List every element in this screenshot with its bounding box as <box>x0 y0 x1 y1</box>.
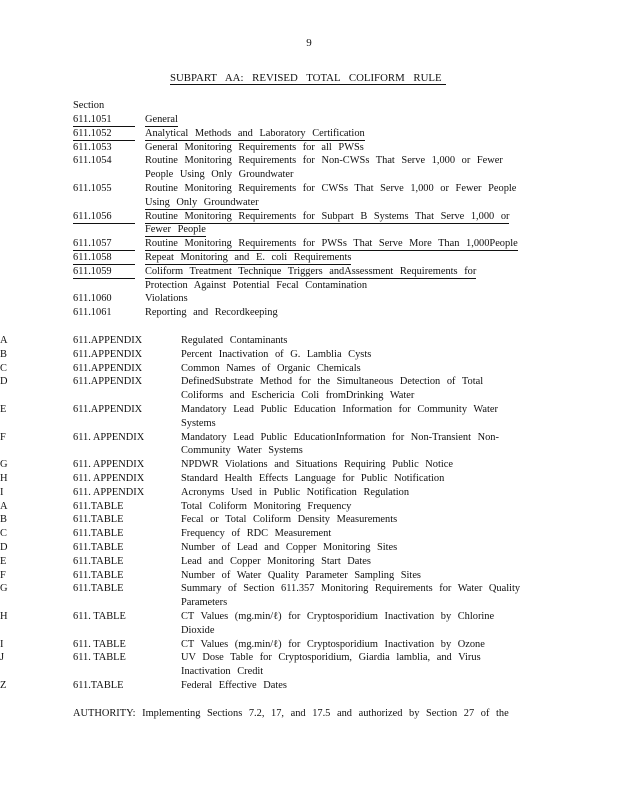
section-number: 611.1059 <box>73 266 135 279</box>
section-title[interactable]: General <box>145 114 178 125</box>
appendix-letter: E <box>0 404 7 415</box>
section-number: 611.1054 <box>73 155 112 167</box>
appendix-letter: E <box>0 555 7 567</box>
appendix-title[interactable]: Standard Health Effects Language for Public Notification <box>181 473 445 484</box>
appendix-title[interactable]: Parameters <box>181 597 228 609</box>
appendix-label: 611.TABLE <box>73 542 124 553</box>
appendix-letter: A <box>0 335 8 346</box>
section-title[interactable]: Routine Monitoring Requirements for CWSs That Serve 1,000 or Fewer People <box>145 183 517 194</box>
section-title[interactable]: Protection Against Potential Fecal Contamination <box>145 279 368 291</box>
appendix-label: 611. APPENDIX <box>73 473 145 484</box>
section-header: Section <box>73 100 105 111</box>
section-number: 611.1060 <box>73 293 112 305</box>
section-number: 611.1051 <box>73 114 135 127</box>
appendix-letter: D <box>0 376 8 388</box>
subpart-title: SUBPART AA: REVISED TOTAL COLIFORM RULE <box>170 72 446 85</box>
appendix-title[interactable]: Mandatory Lead Public Education Information for Community Water <box>181 404 498 415</box>
appendix-title[interactable]: CT Values (mg.min/ℓ) for Cryptosporidium Inactivation by Chlorine <box>181 611 495 622</box>
section-number: 611.1055 <box>73 183 112 194</box>
appendix-title[interactable]: Systems <box>181 417 216 429</box>
appendix-title[interactable]: UV Dose Table for Cryptosporidium, Giardia lamblia, and Virus <box>181 652 481 664</box>
appendix-label: 611.TABLE <box>73 569 124 581</box>
section-title[interactable]: Routine Monitoring Requirements for PWSs That Serve More Than 1,000People <box>145 238 518 250</box>
section-title[interactable]: Routine Monitoring Requirements for Subpart B Systems That Serve 1,000 or <box>145 210 510 222</box>
appendix-label: 611.TABLE <box>73 555 124 567</box>
appendix-title[interactable]: Common Names of Organic Chemicals <box>181 362 361 374</box>
appendix-letter: F <box>0 431 6 443</box>
appendix-label: 611. APPENDIX <box>73 459 145 471</box>
appendix-title[interactable]: Coliforms and Eschericia Coli fromDrinking Water <box>181 390 415 402</box>
appendix-letter: I <box>0 638 4 650</box>
appendix-label: 611.TABLE <box>73 583 124 595</box>
section-title[interactable]: Analytical Methods and Laboratory Certification <box>145 127 365 139</box>
appendix-letter: J <box>0 652 5 664</box>
appendix-letter: C <box>0 528 7 540</box>
appendix-label: 611.TABLE <box>73 514 124 526</box>
appendix-label: 611.APPENDIX <box>73 376 143 388</box>
section-title[interactable]: Reporting and Recordkeeping <box>145 307 278 319</box>
section-title[interactable]: Coliform Treatment Technique Triggers andAssessment Requirements for <box>145 265 477 277</box>
section-title[interactable]: General Monitoring Requirements for all PWSs <box>145 141 364 153</box>
appendix-title[interactable]: DefinedSubstrate Method for the Simultaneous Detection of Total <box>181 376 484 388</box>
authority-line: AUTHORITY: Implementing Sections 7.2, 17, and 17.5 and authorized by Section 27 of the <box>73 708 509 719</box>
appendix-title[interactable]: Frequency of RDC Measurement <box>181 528 332 540</box>
appendix-label: 611.APPENDIX <box>73 335 143 346</box>
appendix-label: 611.TABLE <box>73 500 124 512</box>
section-title[interactable]: Routine Monitoring Requirements for Non-CWSs That Serve 1,000 or Fewer <box>145 155 503 167</box>
appendix-title[interactable]: Fecal or Total Coliform Density Measurements <box>181 514 398 526</box>
page-number: 9 <box>306 37 312 49</box>
appendix-letter: A <box>0 500 8 512</box>
appendix-letter: I <box>0 486 4 498</box>
appendix-letter: B <box>0 348 7 360</box>
appendix-title[interactable]: Lead and Copper Monitoring Start Dates <box>181 555 371 567</box>
section-title[interactable]: Fewer People <box>145 224 206 236</box>
section-title[interactable]: Using Only Groundwater <box>145 196 259 208</box>
section-title[interactable]: Repeat Monitoring and E. coli Requirements <box>145 252 352 263</box>
appendix-letter: F <box>0 569 6 581</box>
appendix-label: 611.APPENDIX <box>73 362 143 374</box>
section-number: 611.1057 <box>73 238 135 251</box>
appendix-letter: D <box>0 542 8 553</box>
appendix-label: 611. APPENDIX <box>73 486 145 498</box>
section-number: 611.1058 <box>73 252 135 265</box>
section-title[interactable]: People Using Only Groundwater <box>145 169 294 181</box>
section-title[interactable]: Violations <box>145 293 188 305</box>
appendix-label: 611. APPENDIX <box>73 431 145 443</box>
appendix-title[interactable]: Summary of Section 611.357 Monitoring Requirements for Water Quality <box>181 583 521 595</box>
appendix-title[interactable]: CT Values (mg.min/ℓ) for Cryptosporidium Inactivation by Ozone <box>181 638 485 650</box>
appendix-label: 611.TABLE <box>73 528 124 540</box>
appendix-title[interactable]: Percent Inactivation of G. Lamblia Cysts <box>181 348 372 360</box>
appendix-label: 611.TABLE <box>73 680 124 691</box>
appendix-letter: B <box>0 514 7 526</box>
appendix-title[interactable]: Inactivation Credit <box>181 666 264 678</box>
section-number: 611.1052 <box>73 128 135 141</box>
appendix-title[interactable]: Dioxide <box>181 624 215 636</box>
appendix-letter: H <box>0 473 8 484</box>
appendix-title[interactable]: Mandatory Lead Public EducationInformation for Non-Transient Non- <box>181 431 499 443</box>
appendix-title[interactable]: Federal Effective Dates <box>181 680 287 691</box>
appendix-title[interactable]: Acronyms Used in Public Notification Regulation <box>181 486 410 498</box>
appendix-letter: C <box>0 362 7 374</box>
appendix-letter: H <box>0 611 8 622</box>
appendix-label: 611.APPENDIX <box>73 404 143 415</box>
appendix-letter: G <box>0 459 8 471</box>
appendix-letter: Z <box>0 680 7 691</box>
appendix-title[interactable]: Number of Water Quality Parameter Sampling Sites <box>181 569 421 581</box>
appendix-title[interactable]: Total Coliform Monitoring Frequency <box>181 500 352 512</box>
section-number: 611.1056 <box>73 211 135 224</box>
appendix-title[interactable]: Number of Lead and Copper Monitoring Sites <box>181 542 398 553</box>
appendix-title[interactable]: NPDWR Violations and Situations Requiring Public Notice <box>181 459 453 471</box>
appendix-label: 611. TABLE <box>73 652 126 664</box>
appendix-label: 611. TABLE <box>73 611 126 622</box>
appendix-letter: G <box>0 583 8 595</box>
appendix-title[interactable]: Regulated Contaminants <box>181 335 288 346</box>
appendix-label: 611. TABLE <box>73 638 126 650</box>
appendix-label: 611.APPENDIX <box>73 348 143 360</box>
section-number: 611.1053 <box>73 141 112 153</box>
section-number: 611.1061 <box>73 307 112 319</box>
appendix-title[interactable]: Community Water Systems <box>181 445 303 457</box>
